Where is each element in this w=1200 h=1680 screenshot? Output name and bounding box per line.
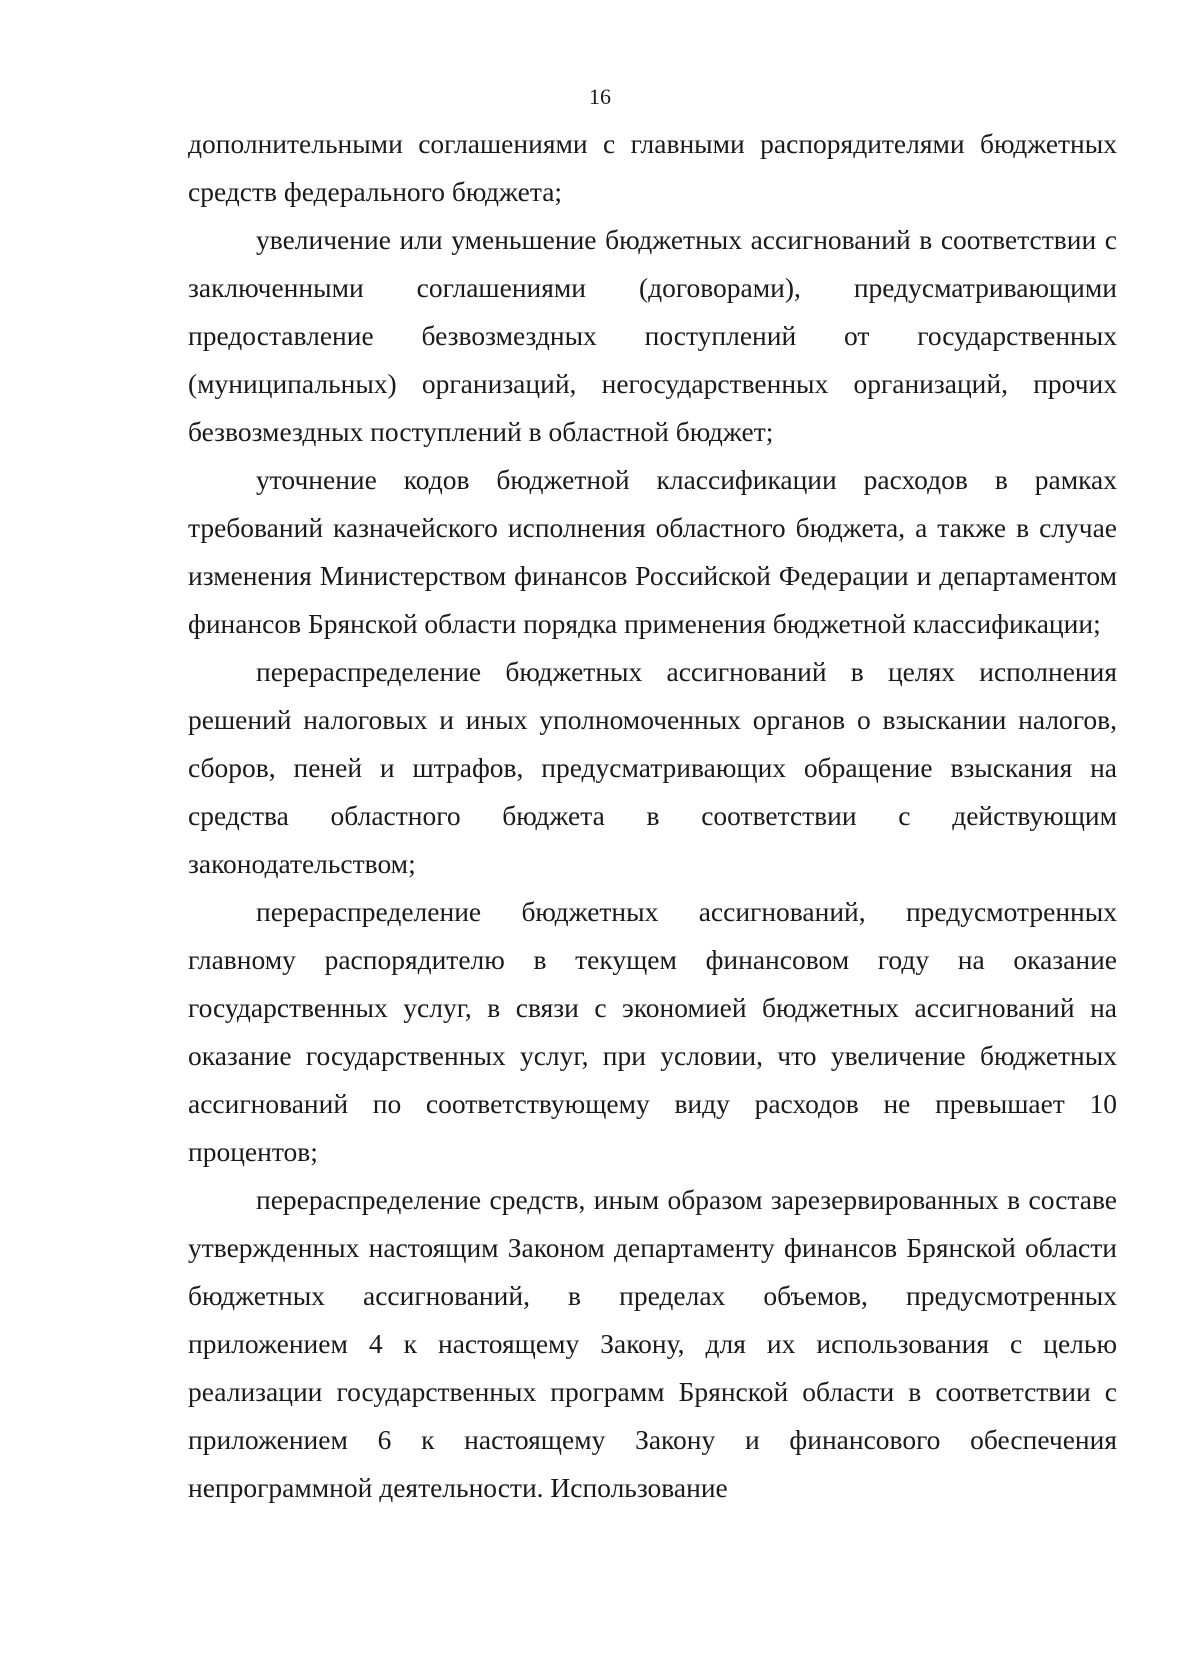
document-body — [188, 120, 1117, 1512]
paragraph-continuation: дополнительными соглашениями с главными распорядителями бюджетных средств федерального бюджета; — [188, 128, 1117, 207]
paragraph-reserved-funds: перераспределение средств, иным образом зарезервированных в составе утвержденных настоящим Законом департаменту финансов Брянской области бюджетных ассигнований, в пределах объемов, предусмотренных приложением 4 к настоящему Закону, для их использования с целью реализации государственных программ Брянской области в соответствии с приложением 6 к настоящему Закону и финансового обеспечения непрограммной деятельности. Использование — [188, 1184, 1117, 1503]
paragraph-budget-increase-decrease: увеличение или уменьшение бюджетных ассигнований в соответствии с заключенными соглашениями (договорами), предусматривающими предоставление безвозмездных поступлений от государственных (муниципальных) организаций, негосударственных организаций, прочих безвозмездных поступлений в областной бюджет; — [188, 224, 1117, 447]
page-number: 16 — [589, 84, 611, 109]
paragraph-tax-recovery: перераспределение бюджетных ассигнований в целях исполнения решений налоговых и иных уполномоченных органов о взыскании налогов, сборов, пеней и штрафов, предусматривающих обращение взыскания на средства областного бюджета в соответствии с действующим законодательством; — [188, 656, 1117, 879]
paragraph-classification-codes: уточнение кодов бюджетной классификации расходов в рамках требований казначейского исполнения областного бюджета, а также в случае изменения Министерством финансов Российской Федерации и департаментом финансов Брянской области порядка применения бюджетной классификации; — [188, 464, 1117, 639]
paragraph-state-services: перераспределение бюджетных ассигнований, предусмотренных главному распорядителю в текущем финансовом году на оказание государственных услуг, в связи с экономией бюджетных ассигнований на оказание государственных услуг, при условии, что увеличение бюджетных ассигнований по соответствующему виду расходов не превышает 10 процентов; — [188, 896, 1117, 1167]
